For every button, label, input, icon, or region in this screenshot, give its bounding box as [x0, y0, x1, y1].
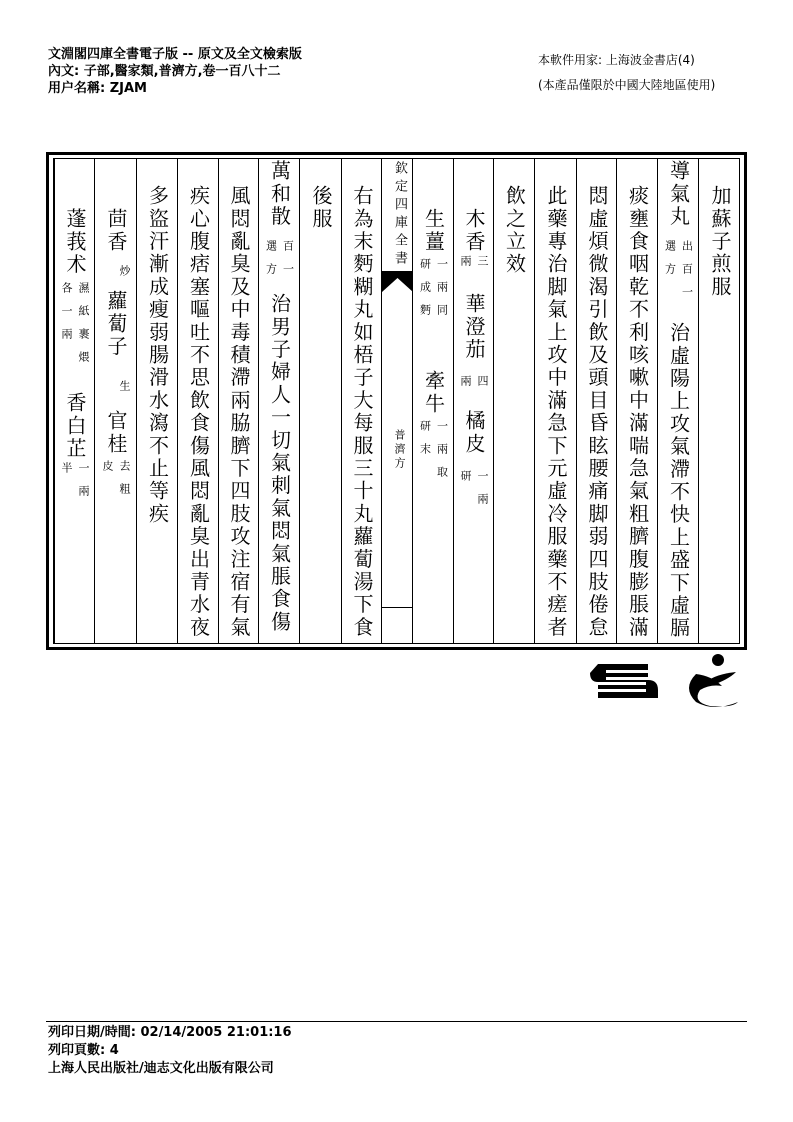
footer — [48, 1024, 292, 1078]
main-text: 萬和散 — [267, 160, 292, 229]
text-column — [493, 159, 535, 643]
annotation-right: 一兩取 — [435, 420, 449, 489]
main-text: 蓬莪术 — [63, 208, 87, 277]
main-text: 加蘇子煎服 — [708, 185, 732, 299]
text-column — [177, 159, 219, 643]
strip-title: 欽定四庫全書 — [392, 161, 407, 269]
text-column — [657, 159, 699, 643]
text-column — [136, 159, 178, 643]
annotation-left: 研 — [459, 470, 472, 493]
main-text: 香白芷 — [63, 392, 87, 461]
publisher-logo — [590, 652, 750, 712]
annotation-right: 生 — [118, 380, 131, 403]
annotation-left: 選方 — [663, 240, 677, 286]
strip-divider — [382, 607, 413, 608]
main-text: 治虛陽上攻氣滯不快上盛下虛膈 — [666, 322, 691, 640]
main-text: 後服 — [309, 185, 333, 231]
annotation-right: 出百一 — [680, 240, 694, 309]
main-text: 右為末麪糊丸如梧子大每服三十丸蘿蔔湯下食 — [350, 185, 374, 639]
brush-logo-icon — [689, 654, 738, 707]
annotation-left: 半 — [60, 462, 73, 485]
text-column — [94, 159, 137, 643]
print-pages: 列印頁數: 4 — [48, 1043, 119, 1058]
print-datetime: 列印日期/時間: 02/14/2005 21:01:16 — [48, 1025, 292, 1040]
text-column — [698, 159, 741, 643]
text-column — [54, 159, 95, 643]
strip-book-title: 普濟方 — [393, 429, 406, 471]
fishtail-mark-icon — [382, 272, 413, 298]
region-notice: (本產品僅限於中國大陸地區使用) — [538, 78, 716, 92]
footer-divider — [46, 1021, 747, 1022]
main-text: 木香 — [462, 208, 486, 254]
annotation-right: 一兩同 — [435, 258, 449, 327]
licensee: 本軟件用家: 上海波金書店(4) — [538, 53, 695, 67]
header-left — [48, 46, 302, 97]
text-column — [576, 159, 617, 643]
user-name: 用户名稱: ZJAM — [48, 81, 147, 96]
main-text: 官桂 — [104, 410, 128, 456]
annotation-left: 選方 — [264, 240, 278, 286]
annotation-left: 兩 — [459, 375, 472, 398]
main-text: 飲之立效 — [502, 185, 527, 276]
annotation-right: 濕紙裹煨 — [77, 282, 90, 374]
publishers: 上海人民出版社/迪志文化出版有限公司 — [48, 1061, 274, 1076]
center-strip — [381, 159, 413, 643]
main-text: 茴香 — [104, 208, 128, 254]
annotation-left: 研成麪 — [418, 258, 432, 327]
annotation-right: 四 — [476, 375, 489, 398]
text-column — [412, 159, 454, 643]
text-columns — [53, 158, 740, 644]
annotation-right: 百一 — [281, 240, 295, 286]
main-text: 蘿蔔子 — [104, 290, 128, 359]
annotation-right: 三 — [476, 255, 489, 278]
main-text: 痰壅食咽乾不利咳嗽中滿喘急氣粗臍腹膨脹滿 — [625, 185, 650, 639]
main-text: 風悶亂臭及中毒積滯兩脇臍下四肢攻注宿有氣 — [227, 185, 251, 639]
text-column — [534, 159, 577, 643]
text-column — [218, 159, 259, 643]
main-text: 華澄茄 — [462, 293, 486, 362]
annotation-left: 兩 — [459, 255, 472, 278]
annotation-left: 皮 — [101, 460, 114, 483]
books-logo-icon — [590, 664, 658, 698]
main-text: 導氣丸 — [666, 160, 691, 229]
annotation-right: 一兩 — [77, 462, 90, 508]
main-text: 治男子婦人一切氣刺氣悶氣脹食傷 — [267, 293, 292, 634]
text-column — [616, 159, 658, 643]
main-text: 此藥專治脚氣上攻中滿急下元虛冷服藥不瘥者 — [544, 185, 568, 639]
text-column — [299, 159, 342, 643]
text-column — [341, 159, 382, 643]
main-text: 生薑 — [421, 208, 446, 254]
main-text: 牽牛 — [421, 370, 446, 416]
page-frame — [46, 152, 747, 650]
header-right — [538, 48, 715, 98]
content-path: 內文: 子部,醫家類,普濟方,卷一百八十二 — [48, 64, 281, 79]
main-text: 悶虛煩微渴引飲及頭目昏眩腰痛脚弱四肢倦怠 — [585, 185, 609, 639]
text-column — [258, 159, 300, 643]
annotation-right: 去粗 — [118, 460, 131, 506]
app-title: 文淵閣四庫全書電子版 -- 原文及全文檢索版 — [48, 47, 302, 62]
main-text: 疾心腹痞塞嘔吐不思飲食傷風悶亂臭出青水夜 — [186, 185, 211, 639]
annotation-right: 炒 — [118, 265, 131, 288]
annotation-right: 一兩 — [476, 470, 489, 516]
text-column — [453, 159, 494, 643]
main-text: 橘皮 — [462, 410, 486, 456]
main-text: 多盜汗漸成瘦弱腸滑水瀉不止等疾 — [145, 185, 170, 526]
annotation-left: 各一兩 — [60, 282, 73, 351]
annotation-left: 研末 — [418, 420, 432, 466]
